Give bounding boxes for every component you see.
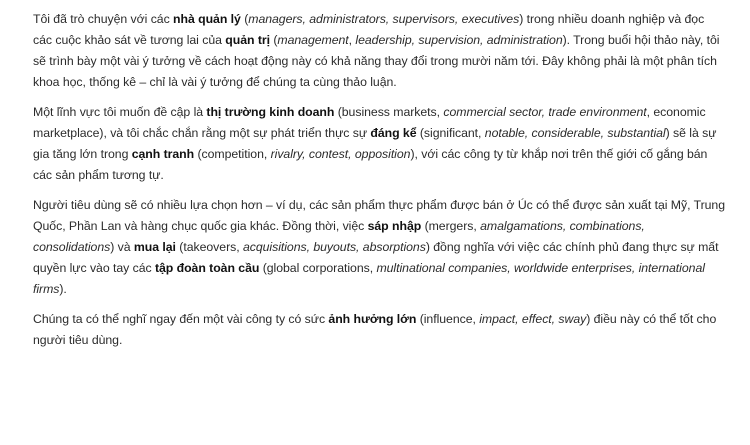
text-run: ). Trong buổi hội thảo này, tôi sẽ trình bày một vài ý tưởng về cách hoạt động này có khả năng thay đổi trong mười năm tới. Đây không phải là một phân tích khoa học, thống kê – chỉ là vài ý tưởng để chúng ta cùng thảo luận.: [33, 33, 720, 89]
text-run: ) trong nhiều doanh nghiệp và đọc các cuộc khảo sát về tương lai của: [33, 12, 705, 47]
text-run: (competition,: [194, 147, 271, 161]
synonym-list: leadership, supervision, administration: [355, 33, 563, 47]
key-term: ảnh hưởng lớn: [328, 312, 417, 326]
text-run: (significant,: [416, 126, 485, 140]
text-run: , economic marketplace), và tôi chắc chắn rằng một sự phát triển thực sự: [33, 105, 706, 140]
synonym-list: managers, administrators, supervisors, executives: [248, 12, 520, 26]
synonym-list: acquisitions, buyouts, absorptions: [242, 240, 426, 254]
text-run: ).: [59, 282, 67, 296]
synonym-list: notable, considerable, substantial: [484, 126, 666, 140]
key-term: nhà quản lý: [173, 12, 241, 26]
text-run: Người tiêu dùng sẽ có nhiều lựa chọn hơn – ví dụ, các sản phẩm thực phẩm được bán ở Úc có thể được sản xuất tại Mỹ, Trung Quốc, Phần Lan và hàng chục quốc gia khác. Đồng thời, việc: [33, 198, 725, 233]
text-run: (: [240, 12, 249, 26]
key-term: cạnh tranh: [131, 147, 195, 161]
key-term: sáp nhập: [367, 219, 422, 233]
text-run: ,: [348, 33, 356, 47]
text-run: ) và: [110, 240, 134, 254]
text-run: Một lĩnh vực tôi muốn đề cập là: [33, 105, 207, 119]
paragraph-1: [33, 9, 726, 93]
text-run: (mergers,: [421, 219, 481, 233]
text-run: Chúng ta có thể nghĩ ngay đến một vài công ty có sức: [33, 312, 329, 326]
paragraph-2: [33, 102, 726, 186]
text-run: (takeovers,: [175, 240, 243, 254]
text-run: ), với các công ty từ khắp nơi trên thế giới cố gắng bán các sản phẩm tương tự.: [33, 147, 708, 182]
synonym-list: rivalry, contest, opposition: [270, 147, 411, 161]
text-run: (business markets,: [334, 105, 444, 119]
text-run: (influence,: [416, 312, 480, 326]
text-run: Tôi đã trò chuyện với các: [33, 12, 174, 26]
text-run: (: [269, 33, 278, 47]
text-run: ) điều này có thể tốt cho người tiêu dùng.: [33, 312, 717, 347]
key-term: mua lại: [133, 240, 176, 254]
synonym-list: impact, effect, sway: [479, 312, 587, 326]
synonym-list: amalgamations, combinations, consolidations: [33, 219, 645, 254]
key-term: quản trị: [225, 33, 270, 47]
paragraph-4: [33, 309, 726, 351]
paragraph-3: [33, 195, 726, 300]
synonym-list: multinational companies, worldwide enterprises, international firms: [33, 261, 705, 296]
text-run: ) sẽ là sự gia tăng lớn trong: [33, 126, 717, 161]
text-run: ) đồng nghĩa với việc các chính phủ đang thực sự mất quyền lực vào tay các: [33, 240, 719, 275]
synonym-list: commercial sector, trade environment: [443, 105, 647, 119]
key-term: tập đoàn toàn cầu: [154, 261, 260, 275]
key-term: đáng kể: [370, 126, 417, 140]
synonym-list: management: [277, 33, 349, 47]
text-run: (global corporations,: [259, 261, 377, 275]
key-term: thị trường kinh doanh: [206, 105, 335, 119]
